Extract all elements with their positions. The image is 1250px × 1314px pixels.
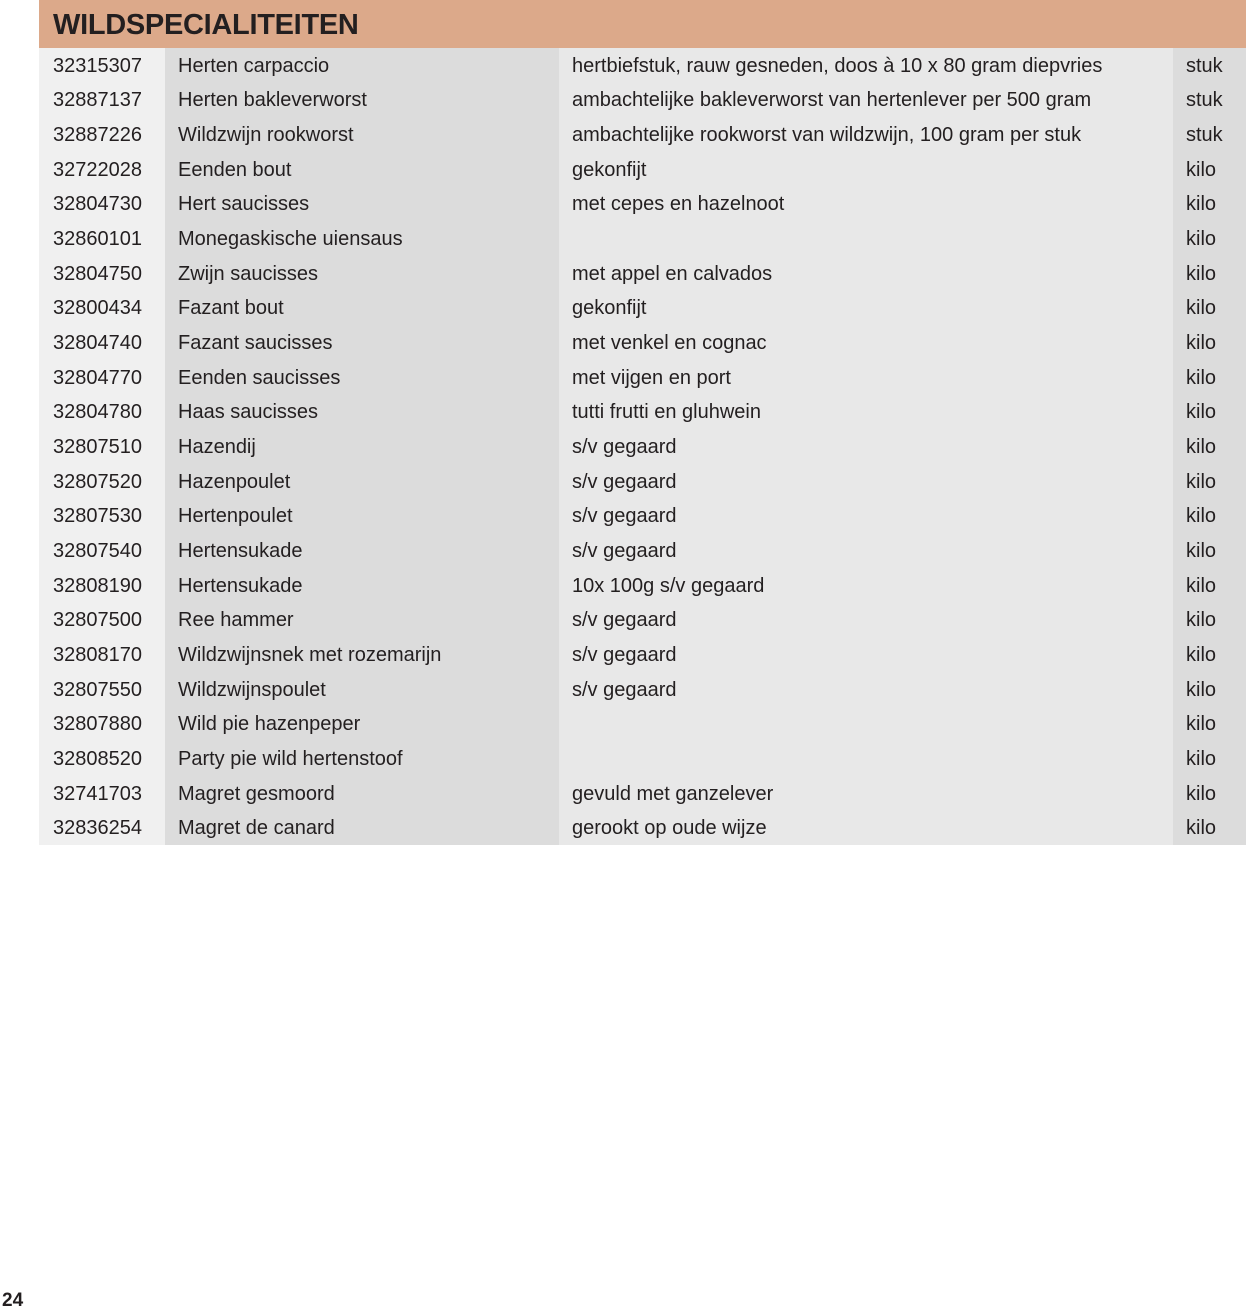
- product-code: 32804730: [39, 187, 165, 222]
- table-row: [39, 464, 1246, 499]
- table-row: [39, 568, 1246, 603]
- table-row: [39, 48, 1246, 83]
- table-row: [39, 221, 1246, 256]
- product-description: s/v gegaard: [559, 464, 1173, 499]
- product-name: Monegaskische uiensaus: [165, 221, 559, 256]
- product-unit: kilo: [1173, 776, 1246, 811]
- product-description: s/v gegaard: [559, 672, 1173, 707]
- product-unit: kilo: [1173, 325, 1246, 360]
- product-description: gevuld met ganzelever: [559, 776, 1173, 811]
- product-description: s/v gegaard: [559, 429, 1173, 464]
- product-code: 32808190: [39, 568, 165, 603]
- product-name: Wildzwijnspoulet: [165, 672, 559, 707]
- product-name: Wildzwijn rookworst: [165, 117, 559, 152]
- product-code: 32807550: [39, 672, 165, 707]
- product-description: gekonfijt: [559, 291, 1173, 326]
- product-unit: kilo: [1173, 256, 1246, 291]
- product-code: 32804740: [39, 325, 165, 360]
- product-description: [559, 706, 1173, 741]
- product-description: s/v gegaard: [559, 499, 1173, 534]
- product-code: 32887226: [39, 117, 165, 152]
- product-name: Wild pie hazenpeper: [165, 706, 559, 741]
- product-code: 32315307: [39, 48, 165, 83]
- table-row: [39, 499, 1246, 534]
- product-code: 32807520: [39, 464, 165, 499]
- product-description: hertbiefstuk, rauw gesneden, doos à 10 x 80 gram diepvries: [559, 48, 1173, 83]
- product-code: 32808520: [39, 741, 165, 776]
- product-name: Hazenpoulet: [165, 464, 559, 499]
- table-row: [39, 603, 1246, 638]
- product-description: gerookt op oude wijze: [559, 810, 1173, 845]
- product-name: Hazendij: [165, 429, 559, 464]
- product-unit: kilo: [1173, 810, 1246, 845]
- product-unit: kilo: [1173, 221, 1246, 256]
- product-code: 32807530: [39, 499, 165, 534]
- product-unit: kilo: [1173, 741, 1246, 776]
- table-row: [39, 533, 1246, 568]
- product-name: Eenden bout: [165, 152, 559, 187]
- product-description: s/v gegaard: [559, 603, 1173, 638]
- product-name: Hert saucisses: [165, 187, 559, 222]
- table-row: [39, 776, 1246, 811]
- product-section: [39, 0, 1246, 845]
- product-unit: kilo: [1173, 291, 1246, 326]
- table-row: [39, 117, 1246, 152]
- product-code: 32807540: [39, 533, 165, 568]
- product-unit: kilo: [1173, 429, 1246, 464]
- product-code: 32807510: [39, 429, 165, 464]
- product-unit: kilo: [1173, 637, 1246, 672]
- product-code: 32807880: [39, 706, 165, 741]
- product-unit: kilo: [1173, 464, 1246, 499]
- table-row: [39, 810, 1246, 845]
- product-description: met vijgen en port: [559, 360, 1173, 395]
- product-unit: kilo: [1173, 187, 1246, 222]
- product-unit: kilo: [1173, 499, 1246, 534]
- product-name: Magret de canard: [165, 810, 559, 845]
- product-description: met cepes en hazelnoot: [559, 187, 1173, 222]
- product-name: Hertensukade: [165, 533, 559, 568]
- product-code: 32860101: [39, 221, 165, 256]
- table-row: [39, 152, 1246, 187]
- product-description: tutti frutti en gluhwein: [559, 395, 1173, 430]
- product-unit: kilo: [1173, 152, 1246, 187]
- table-row: [39, 83, 1246, 118]
- table-row: [39, 741, 1246, 776]
- section-title: WILDSPECIALITEITEN: [53, 8, 359, 41]
- product-name: Herten carpaccio: [165, 48, 559, 83]
- table-row: [39, 395, 1246, 430]
- product-name: Haas saucisses: [165, 395, 559, 430]
- table-row: [39, 291, 1246, 326]
- product-name: Ree hammer: [165, 603, 559, 638]
- product-name: Eenden saucisses: [165, 360, 559, 395]
- product-name: Fazant bout: [165, 291, 559, 326]
- product-description: ambachtelijke rookworst van wildzwijn, 100 gram per stuk: [559, 117, 1173, 152]
- product-unit: kilo: [1173, 533, 1246, 568]
- product-name: Hertensukade: [165, 568, 559, 603]
- product-code: 32804770: [39, 360, 165, 395]
- product-code: 32836254: [39, 810, 165, 845]
- product-description: s/v gegaard: [559, 637, 1173, 672]
- product-description: met venkel en cognac: [559, 325, 1173, 360]
- product-name: Party pie wild hertenstoof: [165, 741, 559, 776]
- product-description: s/v gegaard: [559, 533, 1173, 568]
- table-row: [39, 256, 1246, 291]
- product-description: 10x 100g s/v gegaard: [559, 568, 1173, 603]
- product-unit: kilo: [1173, 603, 1246, 638]
- product-unit: stuk: [1173, 48, 1246, 83]
- table-row: [39, 429, 1246, 464]
- product-name: Hertenpoulet: [165, 499, 559, 534]
- table-row: [39, 360, 1246, 395]
- product-code: 32804780: [39, 395, 165, 430]
- page-number: 24: [2, 1290, 24, 1311]
- product-code: 32807500: [39, 603, 165, 638]
- product-description: [559, 741, 1173, 776]
- product-unit: stuk: [1173, 117, 1246, 152]
- product-table: [39, 48, 1246, 845]
- product-unit: stuk: [1173, 83, 1246, 118]
- product-unit: kilo: [1173, 672, 1246, 707]
- table-row: [39, 325, 1246, 360]
- section-header: [39, 0, 1246, 48]
- product-unit: kilo: [1173, 568, 1246, 603]
- table-row: [39, 187, 1246, 222]
- product-code: 32800434: [39, 291, 165, 326]
- table-row: [39, 706, 1246, 741]
- product-description: gekonfijt: [559, 152, 1173, 187]
- product-code: 32804750: [39, 256, 165, 291]
- product-name: Fazant saucisses: [165, 325, 559, 360]
- product-name: Herten bakleverworst: [165, 83, 559, 118]
- product-name: Magret gesmoord: [165, 776, 559, 811]
- table-row: [39, 672, 1246, 707]
- product-description: [559, 221, 1173, 256]
- product-code: 32722028: [39, 152, 165, 187]
- product-code: 32808170: [39, 637, 165, 672]
- product-name: Wildzwijnsnek met rozemarijn: [165, 637, 559, 672]
- product-description: met appel en calvados: [559, 256, 1173, 291]
- product-code: 32887137: [39, 83, 165, 118]
- product-unit: kilo: [1173, 395, 1246, 430]
- product-name: Zwijn saucisses: [165, 256, 559, 291]
- product-unit: kilo: [1173, 706, 1246, 741]
- product-description: ambachtelijke bakleverworst van hertenlever per 500 gram: [559, 83, 1173, 118]
- product-unit: kilo: [1173, 360, 1246, 395]
- product-code: 32741703: [39, 776, 165, 811]
- table-row: [39, 637, 1246, 672]
